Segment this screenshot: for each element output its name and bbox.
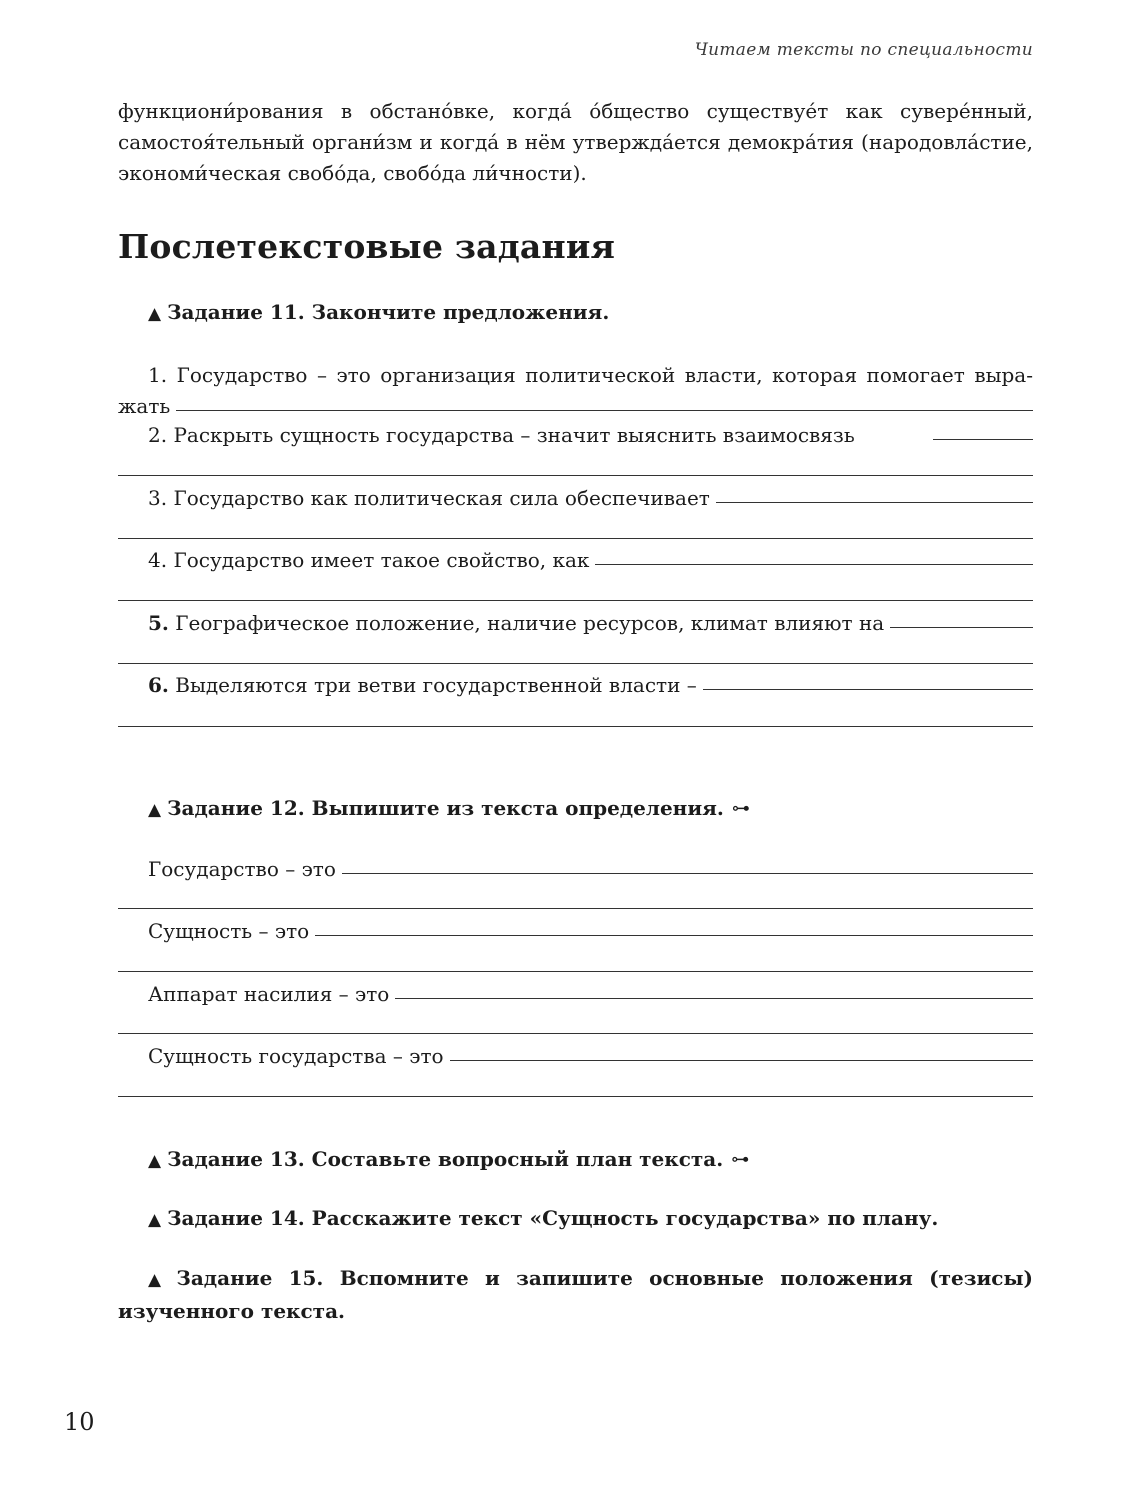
task-11-item-1-line2: жать (118, 394, 171, 418)
answer-line[interactable] (118, 1033, 1033, 1034)
intro-paragraph: функциони́рования в обстано́вке, когда́ о́бщество существуе́т как сувере́нный, самостоя́тельный органи́зм и когда́ в нём утвержда́ется демокра́тия (народовла́стие, экономи́ческая свобо́да, свобо́да ли́чности). (118, 99, 1033, 185)
triangle-marker-icon: ▲ (148, 800, 162, 820)
triangle-marker-icon: ▲ (148, 1210, 162, 1230)
key-icon: ⊶ (731, 798, 750, 819)
answer-line[interactable] (118, 726, 1033, 727)
task-14-title: Задание 14. Расскажите текст «Сущность государства» по плану. (167, 1206, 939, 1230)
task-12-item-1: Государство – это (118, 857, 1033, 881)
task-11-item-1-line1: 1. Государство – это организация политической власти, которая помогает выра- (148, 363, 1033, 387)
task-11-heading (148, 300, 609, 324)
task-13-heading (148, 1147, 749, 1171)
task-11-title: Задание 11. Закончите предложения. (167, 300, 610, 324)
section-title: Послетекстовые задания (118, 227, 616, 266)
answer-line[interactable] (118, 663, 1033, 664)
task-12-item-3: Аппарат насилия – это (118, 982, 1033, 1006)
answer-line[interactable] (890, 626, 1033, 628)
answer-line[interactable] (933, 438, 1033, 440)
answer-line[interactable] (450, 1059, 1033, 1061)
task-13-title: Задание 13. Составьте вопросный план текста. (167, 1147, 724, 1171)
task-11-item-2: 2. Раскрыть сущность государства – значит выяснить взаимосвязь (118, 423, 1033, 447)
answer-line[interactable] (118, 600, 1033, 601)
task-12-title: Задание 12. Выпишите из текста определения. (167, 796, 724, 820)
answer-line[interactable] (118, 971, 1033, 972)
task-11-item-3: 3. Государство как политическая сила обеспечивает (118, 486, 1033, 510)
answer-line[interactable] (315, 934, 1033, 936)
task-11-item-6: 6. Выделяются три ветви государственной власти – (118, 673, 1033, 697)
answer-line[interactable] (176, 409, 1033, 411)
task-11-item-4: 4. Государство имеет такое свойство, как (118, 548, 1033, 572)
answer-line[interactable] (595, 563, 1033, 565)
answer-line[interactable] (342, 872, 1033, 874)
answer-line[interactable] (118, 475, 1033, 476)
answer-line[interactable] (716, 501, 1033, 503)
task-15-title: Задание 15. Вспомните и запишите основные положения (тезисы) изученного текста. (118, 1266, 1033, 1323)
task-14-heading (148, 1206, 938, 1230)
triangle-marker-icon: ▲ (148, 1270, 171, 1290)
answer-line[interactable] (395, 997, 1033, 999)
answer-line[interactable] (118, 538, 1033, 539)
task-12-heading (148, 796, 750, 820)
task-15-heading (118, 1263, 1033, 1327)
triangle-marker-icon: ▲ (148, 1151, 162, 1171)
task-11-item-1 (118, 360, 1033, 422)
task-12-item-2: Сущность – это (118, 919, 1033, 943)
answer-line[interactable] (118, 908, 1033, 909)
page-number: 10 (64, 1408, 95, 1436)
answer-line[interactable] (703, 688, 1033, 690)
key-icon: ⊶ (731, 1149, 750, 1170)
triangle-marker-icon: ▲ (148, 304, 162, 324)
task-12-item-4: Сущность государства – это (118, 1044, 1033, 1068)
running-head: Читаем тексты по специальности (694, 40, 1033, 60)
answer-line[interactable] (118, 1096, 1033, 1097)
task-11-item-5: 5. Географическое положение, наличие ресурсов, климат влияют на (118, 611, 1033, 635)
